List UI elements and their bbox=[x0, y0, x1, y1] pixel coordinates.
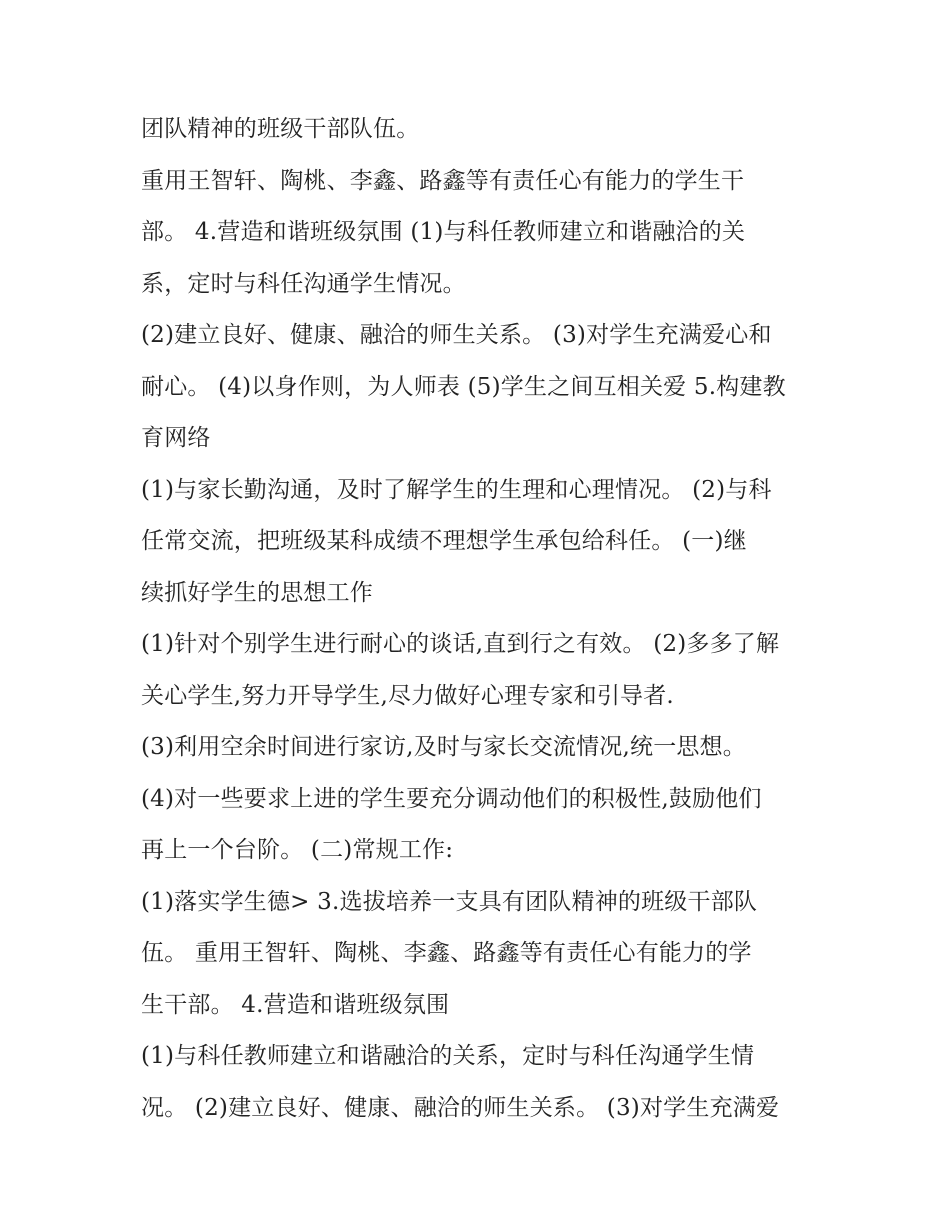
text-line: 部。 4.营造和谐班级氛围 (1)与科任教师建立和谐融洽的关 bbox=[141, 219, 746, 245]
document-body bbox=[141, 104, 831, 1134]
text-line: 关心学生,努力开导学生,尽力做好心理专家和引导者. bbox=[141, 682, 674, 709]
text-line: 团队精神的班级干部队伍。 bbox=[141, 116, 420, 142]
text-line: 重用王智轩、陶桃、李鑫、路鑫等有责任心有能力的学生干 bbox=[141, 167, 745, 194]
text-line: (1)落实学生德> 3.选拔培养一支具有团队精神的班级干部队 bbox=[141, 888, 758, 915]
text-line: 任常交流，把班级某科成绩不理想学生承包给科任。 (一)继 bbox=[141, 528, 747, 554]
text-line: (4)对一些要求上进的学生要充分调动他们的积极性,鼓励他们 bbox=[141, 785, 762, 812]
text-line: 育网络 bbox=[141, 425, 211, 451]
text-line: (2)建立良好、健康、融洽的师生关系。 (3)对学生充满爱心和 bbox=[141, 322, 772, 348]
text-line: 续抓好学生的思想工作 bbox=[141, 579, 373, 606]
text-line: 系，定时与科任沟通学生情况。 bbox=[141, 270, 466, 297]
text-line: 再上一个台阶。 (二)常规工作: bbox=[141, 837, 454, 863]
text-line: (1)针对个别学生进行耐心的谈话,直到行之有效。 (2)多多了解 bbox=[141, 631, 780, 657]
text-line: 伍。 重用王智轩、陶桃、李鑫、路鑫等有责任心有能力的学 bbox=[141, 940, 752, 966]
text-line: (1)与家长勤沟通，及时了解学生的生理和心理情况。 (2)与科 bbox=[141, 476, 772, 503]
text-line: 耐心。 (4)以身作则，为人师表 (5)学生之间互相关爱 5.构建教 bbox=[141, 373, 786, 400]
text-line: (3)利用空余时间进行家访,及时与家长交流情况,统一思想。 bbox=[141, 734, 747, 760]
text-line: (1)与科任教师建立和谐融洽的关系，定时与科任沟通学生情 bbox=[141, 1043, 755, 1069]
text-line: 生干部。 4.营造和谐班级氛围 bbox=[141, 991, 450, 1018]
text-line: 况。 (2)建立良好、健康、融洽的师生关系。 (3)对学生充满爱 bbox=[141, 1094, 780, 1121]
